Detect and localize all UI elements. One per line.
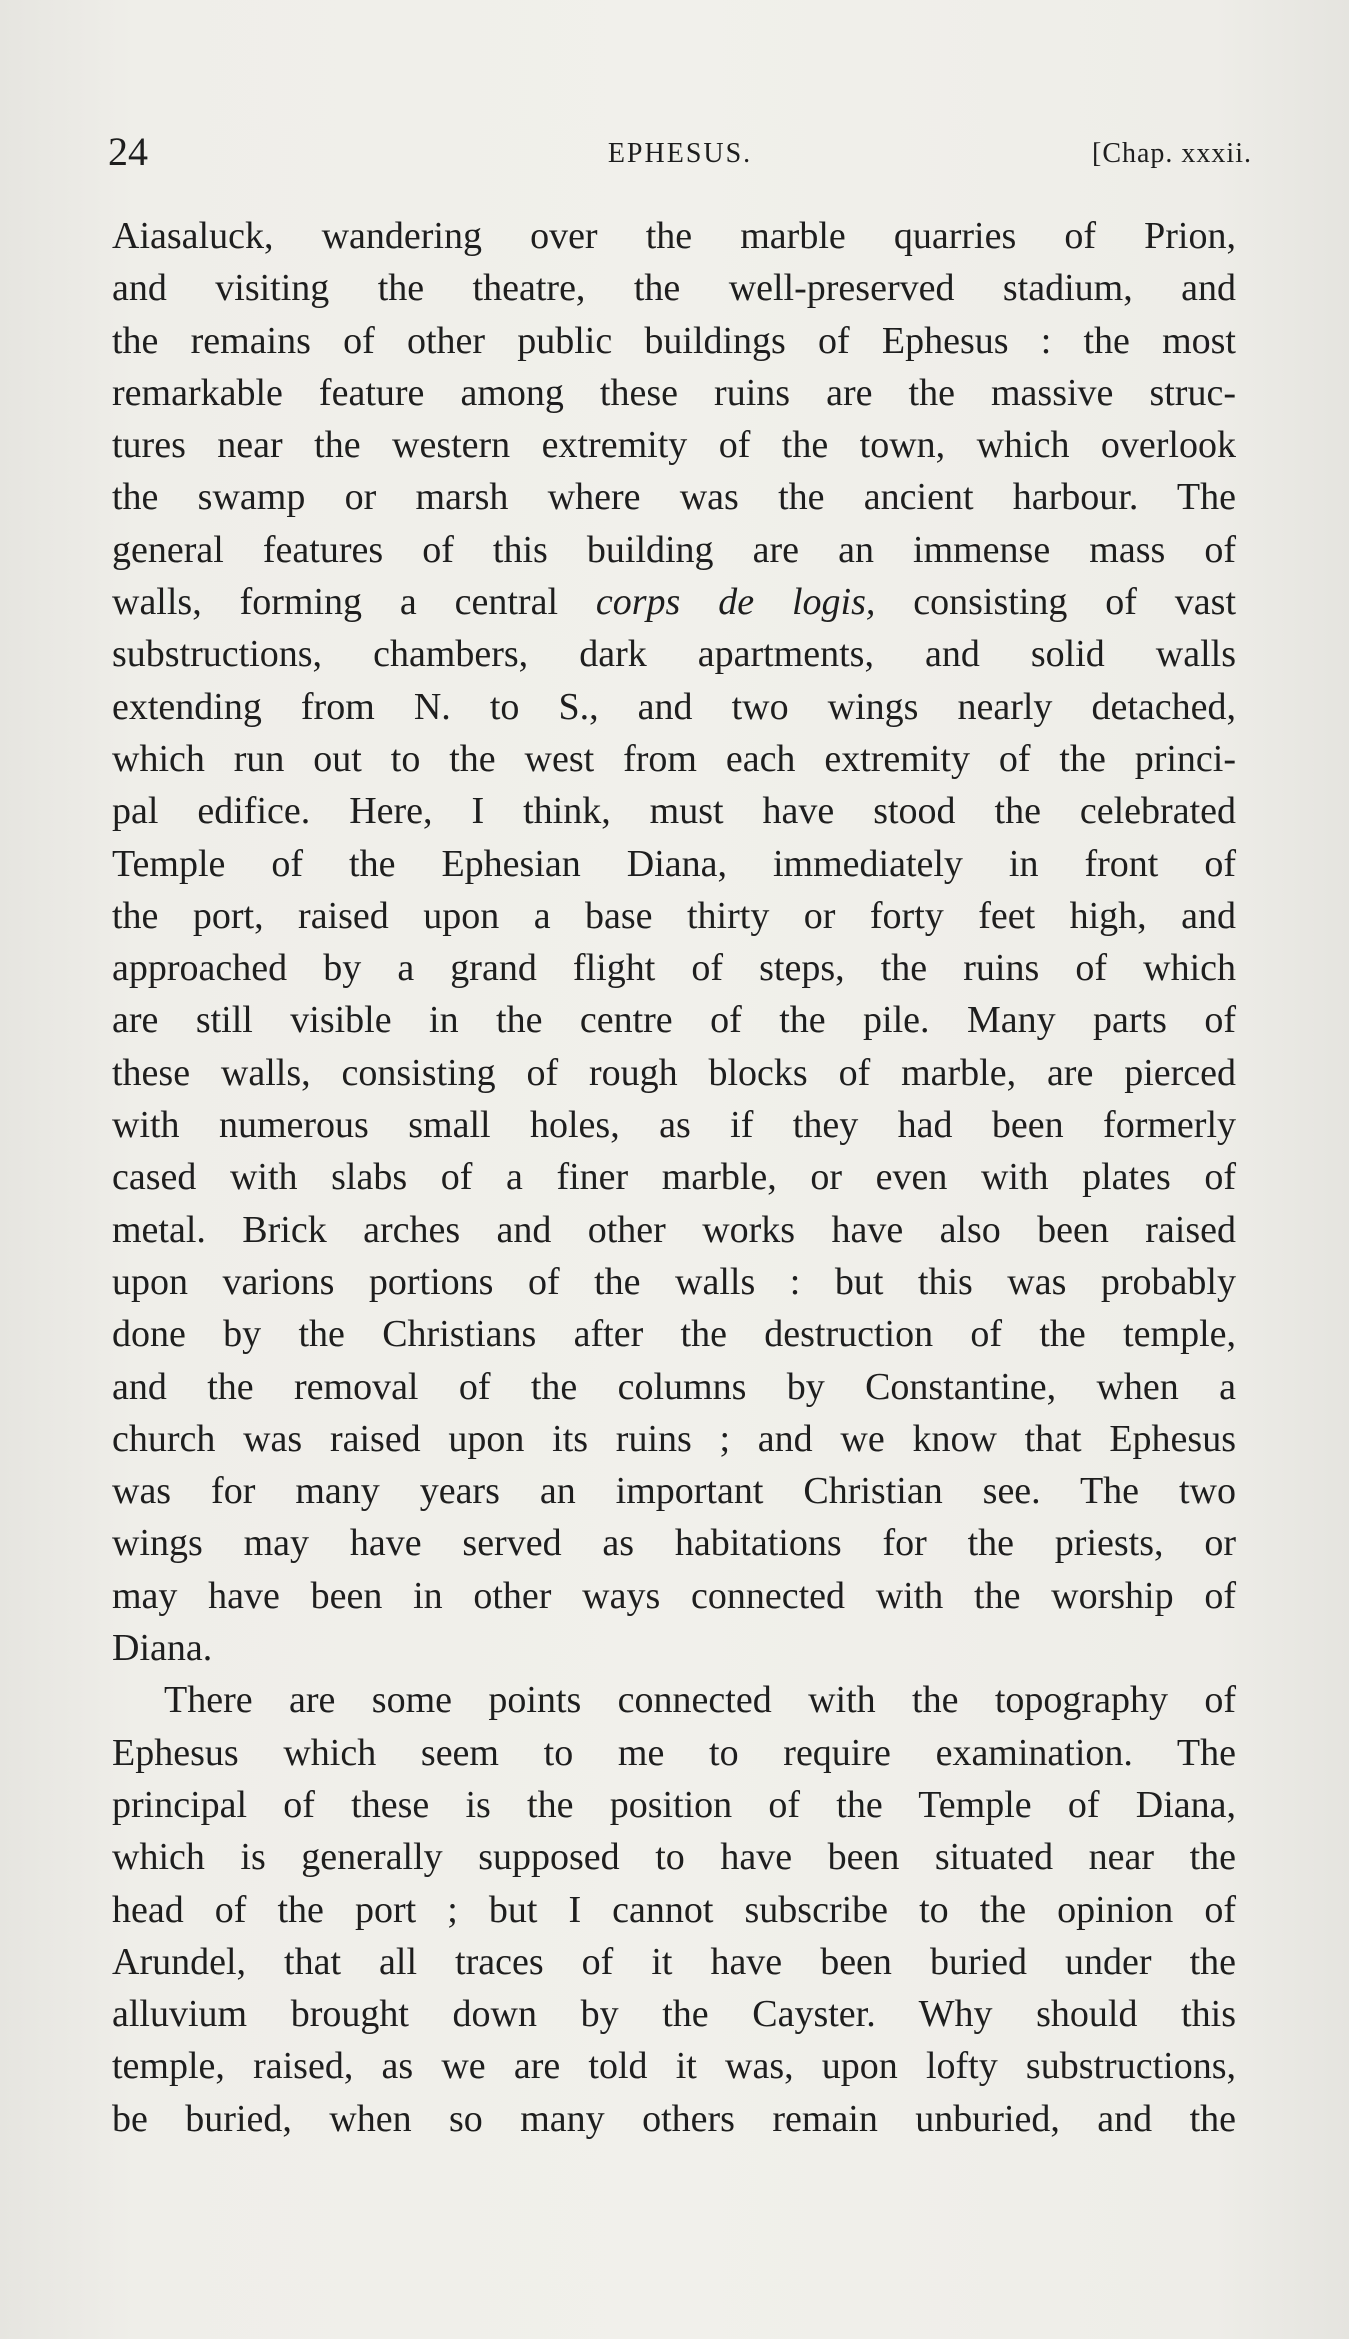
text-line: cased with slabs of a finer marble, or even with plates of (112, 1156, 1236, 1199)
text-line: done by the Christians after the destruction of the temple, (112, 1313, 1236, 1356)
paragraph-start-line: There are some points connected with the topography of (164, 1679, 1236, 1722)
text-line: principal of these is the position of the Temple of Diana, (112, 1783, 1236, 1826)
running-head (108, 128, 1252, 184)
text-line: and visiting the theatre, the well-preserved stadium, and (112, 267, 1236, 310)
text-line: metal. Brick arches and other works have also been raised (112, 1208, 1236, 1251)
text-line: and the removal of the columns by Constantine, when a (112, 1365, 1236, 1408)
text-line: alluvium brought down by the Cayster. Why should this (112, 1993, 1236, 2036)
text-line: general features of this building are an immense mass of (112, 528, 1236, 571)
text-line: these walls, consisting of rough blocks of marble, are pierced (112, 1051, 1236, 1094)
paragraph-end-line: Diana. (112, 1627, 213, 1670)
chapter-reference: [Chap. xxxii. (1092, 138, 1252, 169)
text-line: Arundel, that all traces of it have been buried under the (112, 1940, 1236, 1983)
text-segment: consisting of vast (875, 581, 1237, 624)
text-line: was for many years an important Christian see. The two (112, 1470, 1236, 1513)
text-line: church was raised upon its ruins ; and we know that Ephesus (112, 1417, 1236, 1460)
text-line: pal edifice. Here, I think, must have stood the celebrated (112, 790, 1236, 833)
text-line: extending from N. to S., and two wings nearly detached, (112, 685, 1236, 728)
text-line: Ephesus which seem to me to require examination. The (112, 1731, 1236, 1774)
text-line: Temple of the Ephesian Diana, immediately in front of (112, 842, 1236, 885)
italic-phrase: corps de logis, (595, 581, 876, 624)
text-line: approached by a grand flight of steps, the ruins of which (112, 947, 1236, 990)
text-line: substructions, chambers, dark apartments, and solid walls (112, 633, 1236, 676)
text-line: head of the port ; but I cannot subscribe to the opinion of (112, 1888, 1236, 1931)
text-line (112, 576, 1236, 628)
text-line: which is generally supposed to have been situated near the (112, 1836, 1236, 1879)
text-line: wings may have served as habitations for the priests, or (112, 1522, 1236, 1565)
text-line: the remains of other public buildings of Ephesus : the most (112, 319, 1236, 362)
text-line: may have been in other ways connected with the worship of (112, 1574, 1236, 1617)
text-line: the port, raised upon a base thirty or forty feet high, and (112, 894, 1236, 937)
text-line: which run out to the west from each extremity of the princi- (112, 737, 1236, 780)
text-line: with numerous small holes, as if they had been formerly (112, 1104, 1236, 1147)
text-line: tures near the western extremity of the town, which overlook (112, 424, 1236, 467)
text-segment: walls, forming a central (112, 581, 596, 624)
text-line: be buried, when so many others remain unburied, and the (112, 2097, 1236, 2140)
body-text (112, 210, 1236, 2145)
text-line: the swamp or marsh where was the ancient harbour. The (112, 476, 1236, 519)
running-title: EPHESUS. (607, 138, 753, 169)
text-line: are still visible in the centre of the pile. Many parts of (112, 999, 1236, 1042)
text-line: remarkable feature among these ruins are the massive struc- (112, 371, 1236, 414)
text-line: temple, raised, as we are told it was, upon lofty substructions, (112, 2045, 1236, 2088)
text-line: Aiasaluck, wandering over the marble quarries of Prion, (112, 215, 1236, 257)
page-number: 24 (108, 129, 148, 174)
text-line: upon varions portions of the walls : but this was probably (112, 1260, 1236, 1303)
